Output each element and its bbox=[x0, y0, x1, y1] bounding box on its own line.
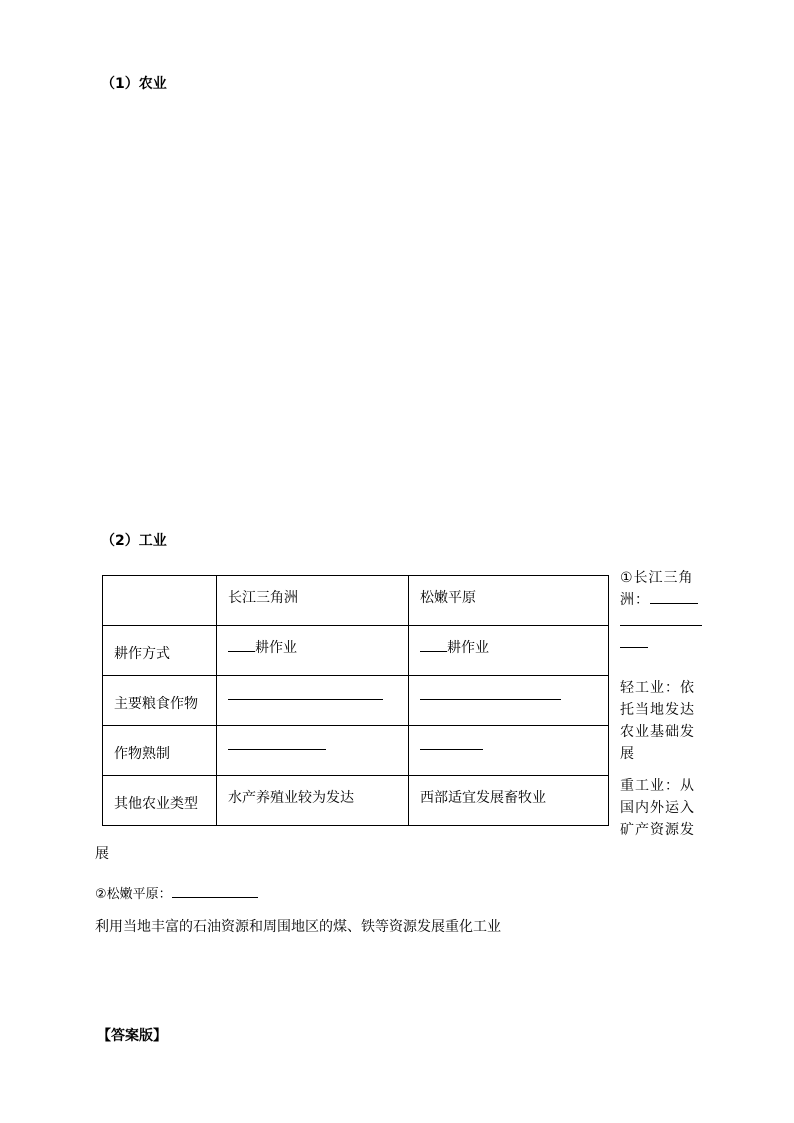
side-note-heavy-industry bbox=[620, 775, 702, 841]
songnen-industry-description: 利用当地丰富的石油资源和周围地区的煤、铁等资源发展重化工业 bbox=[95, 919, 501, 935]
row-label-cropping-system: 作物熟制 bbox=[103, 726, 217, 776]
side-note-line: 重工业：从 bbox=[620, 778, 695, 794]
table-header-songnen: 松嫩平原 bbox=[409, 576, 609, 626]
side-note-line: 展 bbox=[620, 746, 635, 762]
side-note-line: 矿产资源发 bbox=[620, 822, 695, 838]
cell-songnen-farming-method: 耕作业 bbox=[409, 626, 609, 676]
side-note-blank-line bbox=[620, 633, 702, 655]
side-note-line: ①长江三角 bbox=[620, 570, 694, 586]
side-note-light-industry bbox=[620, 677, 702, 765]
table-header-empty bbox=[103, 576, 217, 626]
section-2-title: （2）工业 bbox=[101, 533, 167, 549]
cell-songnen-other-agriculture: 西部适宜发展畜牧业 bbox=[409, 776, 609, 826]
fill-blank bbox=[420, 639, 447, 652]
row-label-main-crops: 主要粮食作物 bbox=[103, 676, 217, 726]
cell-yangtze-farming-method: 耕作业 bbox=[217, 626, 409, 676]
fill-blank bbox=[172, 885, 258, 898]
fill-blank bbox=[228, 639, 255, 652]
fill-blank bbox=[420, 737, 483, 750]
songnen-industry-label: ②松嫩平原： bbox=[95, 887, 172, 902]
fill-blank bbox=[650, 591, 698, 604]
side-note-yangtze-industry bbox=[620, 567, 702, 655]
continuation-text: 展 bbox=[95, 846, 109, 862]
table-header-yangtze: 长江三角洲 bbox=[217, 576, 409, 626]
table-row bbox=[103, 626, 609, 676]
cell-songnen-cropping-system bbox=[409, 726, 609, 776]
answer-version-label: 【答案版】 bbox=[97, 1028, 167, 1044]
songnen-industry-label-line bbox=[95, 883, 258, 902]
table-header-row bbox=[103, 576, 609, 626]
side-note-line: 轻工业：依 bbox=[620, 680, 695, 696]
fill-blank bbox=[620, 635, 648, 648]
side-note-line: 托当地发达 bbox=[620, 702, 695, 718]
side-note-line: 农业基础发 bbox=[620, 724, 695, 740]
section-1-title: （1）农业 bbox=[101, 76, 167, 92]
fill-blank bbox=[228, 737, 326, 750]
table-row bbox=[103, 776, 609, 826]
cell-yangtze-main-crops bbox=[217, 676, 409, 726]
side-note-line: 国内外运入 bbox=[620, 800, 695, 816]
fill-blank bbox=[420, 687, 561, 700]
side-note-blank-line bbox=[620, 611, 702, 633]
cell-yangtze-cropping-system bbox=[217, 726, 409, 776]
cell-yangtze-other-agriculture: 水产养殖业较为发达 bbox=[217, 776, 409, 826]
side-note-line: 洲： bbox=[620, 589, 702, 611]
row-label-other-agriculture: 其他农业类型 bbox=[103, 776, 217, 826]
row-label-farming-method: 耕作方式 bbox=[103, 626, 217, 676]
table-row bbox=[103, 726, 609, 776]
cell-songnen-main-crops bbox=[409, 676, 609, 726]
fill-blank bbox=[620, 613, 702, 626]
fill-blank bbox=[228, 687, 383, 700]
table-row bbox=[103, 676, 609, 726]
agriculture-comparison-table bbox=[102, 575, 609, 826]
